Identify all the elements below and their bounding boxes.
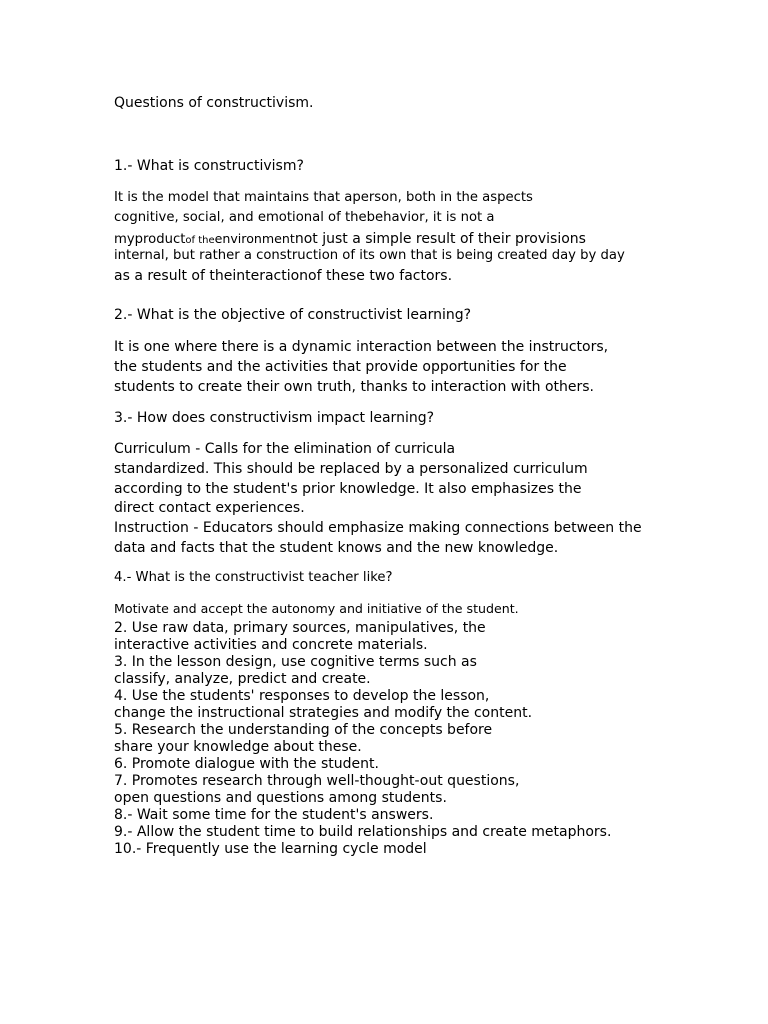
answer-1-line-5: as a result of theinteractionof these two factors. (114, 268, 453, 284)
answer-3-line: standardized. This should be replaced by a personalized curriculum (114, 461, 588, 477)
teacher-list-line: 9.- Allow the student time to build relationships and create metaphors. (114, 824, 612, 840)
teacher-list-line: 7. Promotes research through well-thought-out questions, (114, 773, 520, 789)
answer-1-line-3 (114, 230, 586, 246)
teacher-list-line: 4. Use the students' responses to develop the lesson, (114, 688, 490, 704)
answer-1-line-4: internal, but rather a construction of its own that is being created day by day (114, 248, 625, 263)
teacher-list-line: share your knowledge about these. (114, 739, 362, 755)
question-2-heading: 2.- What is the objective of constructivist learning? (114, 307, 472, 323)
answer-1-line-1: It is the model that maintains that aperson, both in the aspects (114, 190, 533, 205)
teacher-list-line: change the instructional strategies and modify the content. (114, 705, 533, 721)
answer-1-line-3-part-1: myproduct (114, 232, 186, 247)
answer-1-line-3-part-2: of the (185, 235, 215, 246)
document-title: Questions of constructivism. (114, 95, 314, 111)
answer-2-line: It is one where there is a dynamic interaction between the instructors, (114, 339, 609, 355)
answer-3-line: Instruction - Educators should emphasize making connections between the (114, 520, 642, 536)
answer-3-line: data and facts that the student knows and the new knowledge. (114, 540, 559, 556)
answer-1-line-2: cognitive, social, and emotional of thebehavior, it is not a (114, 210, 495, 225)
teacher-list-line: open questions and questions among students. (114, 790, 447, 806)
answer-1-line-3-part-4: not just a simple result of their provisions (294, 231, 586, 247)
answer-1-line-3-part-3: environment (214, 231, 295, 246)
answer-4-intro: Motivate and accept the autonomy and initiative of the student. (114, 601, 519, 616)
teacher-list-line: 2. Use raw data, primary sources, manipulatives, the (114, 620, 486, 636)
answer-2-line: students to create their own truth, thanks to interaction with others. (114, 379, 594, 395)
teacher-list-line: 5. Research the understanding of the concepts before (114, 722, 493, 738)
question-3-heading: 3.- How does constructivism impact learning? (114, 410, 435, 426)
answer-2-line: the students and the activities that provide opportunities for the (114, 359, 567, 375)
answer-3-line: Curriculum - Calls for the elimination of curricula (114, 441, 456, 457)
question-4-heading: 4.- What is the constructivist teacher like? (114, 570, 393, 585)
teacher-list-line: 10.- Frequently use the learning cycle model (114, 841, 427, 857)
answer-3-line: direct contact experiences. (114, 500, 305, 516)
question-1-heading: 1.- What is constructivism? (114, 158, 304, 174)
teacher-list-line: 6. Promote dialogue with the student. (114, 756, 379, 772)
teacher-list-line: classify, analyze, predict and create. (114, 671, 371, 687)
teacher-list-line: 8.- Wait some time for the student's answers. (114, 807, 434, 823)
teacher-list-line: 3. In the lesson design, use cognitive terms such as (114, 654, 477, 670)
answer-3-line: according to the student's prior knowledge. It also emphasizes the (114, 481, 582, 497)
teacher-list-line: interactive activities and concrete materials. (114, 637, 428, 653)
